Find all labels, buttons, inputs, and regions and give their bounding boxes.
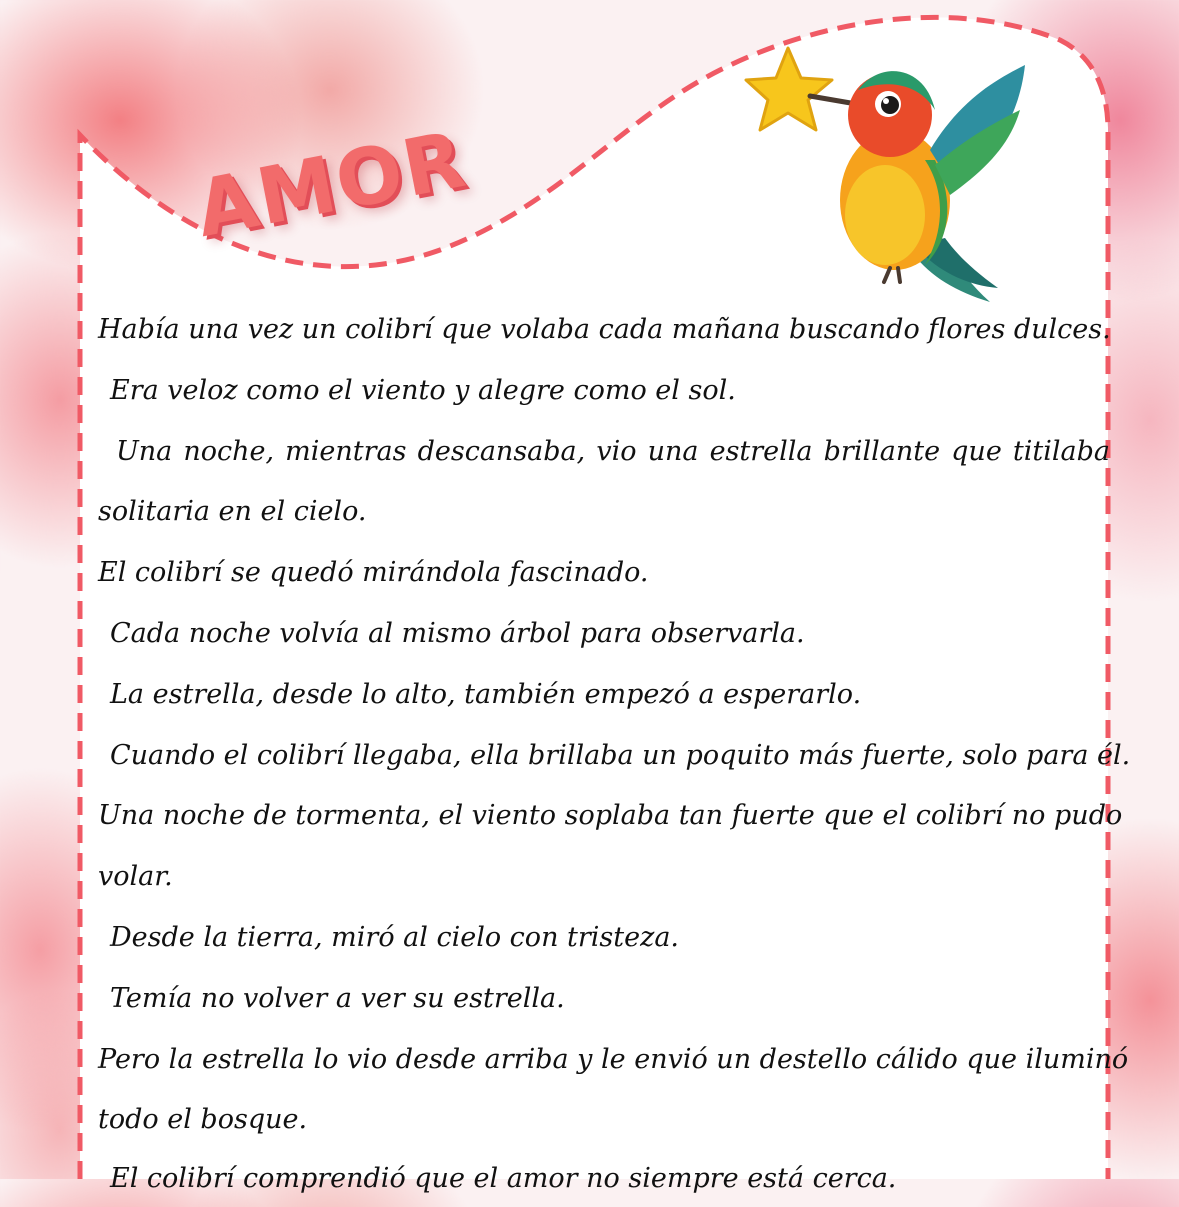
story-line: Era veloz como el viento y alegre como el sol.: [110, 374, 736, 406]
story-line: volar.: [98, 861, 173, 893]
story-text: [98, 300, 1131, 1173]
story-line: Una noche, mientras descansaba, vio una estrella brillante que titilaba: [116, 435, 1110, 467]
story-line: Cada noche volvía al mismo árbol para observarla.: [110, 617, 805, 649]
story-line: Desde la tierra, miró al cielo con tristeza.: [110, 921, 680, 953]
story-line: El colibrí se quedó mirándola fascinado.: [98, 557, 649, 589]
story-line: Cuando el colibrí llegaba, ella brillaba un poquito más fuerte, solo para él.: [110, 739, 1131, 771]
story-line: La estrella, desde lo alto, también empezó a esperarlo.: [110, 678, 862, 710]
story-line: solitaria en el cielo.: [98, 496, 367, 528]
story-line: Una noche de tormenta, el viento soplaba tan fuerte que el colibrí no pudo: [98, 800, 1123, 832]
hummingbird-icon: [740, 40, 1040, 310]
story-line: Pero la estrella lo vio desde arriba y le envió un destello cálido que iluminó: [98, 1043, 1129, 1075]
story-line: [98, 1151, 1110, 1173]
title-art: AMOR: [188, 114, 474, 256]
story-line: Había una vez un colibrí que volaba cada mañana buscando flores dulces.: [98, 314, 1111, 345]
star-icon: [746, 48, 832, 130]
story-line: todo el bosque.: [98, 1104, 308, 1136]
story-line: Temía no volver a ver su estrella.: [110, 982, 565, 1014]
